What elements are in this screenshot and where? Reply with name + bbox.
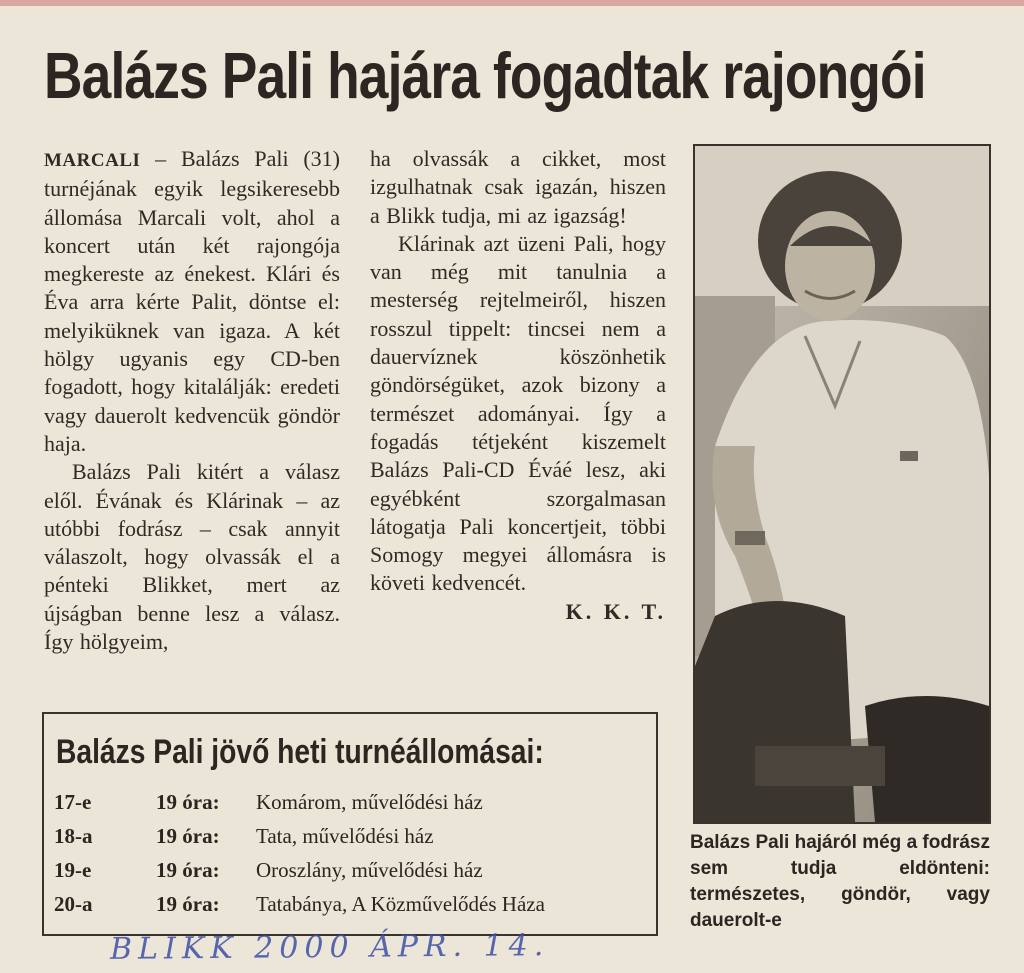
article-paragraph-1 — [44, 145, 340, 458]
schedule-date: 18-a — [54, 824, 93, 848]
schedule-title: Balázs Pali jövő heti turnéállomásai: — [56, 733, 544, 771]
schedule-place: Oroszlány, művelődési ház — [256, 858, 483, 882]
schedule-date: 17-e — [54, 790, 92, 814]
handwritten-note: BLIKK 2000 ÁPR. 14. — [109, 928, 550, 967]
schedule-time: 19 óra: — [156, 892, 220, 916]
schedule-row — [54, 785, 654, 819]
schedule-date: 20-a — [54, 892, 93, 916]
article-photo — [693, 144, 991, 824]
top-rule — [0, 0, 1024, 6]
photo-caption: Balázs Pali hajáról még a fodrász sem tudja eldönteni: természetes, göndör, vagy dauerolt-e — [690, 832, 990, 931]
schedule-time: 19 óra: — [156, 858, 220, 882]
schedule-row — [54, 853, 654, 887]
schedule-row — [54, 887, 654, 921]
schedule-row — [54, 819, 654, 853]
schedule-place: Tatabánya, A Közművelődés Háza — [256, 892, 545, 916]
schedule-place: Tata, művelődési ház — [256, 824, 434, 848]
schedule-time: 19 óra: — [156, 790, 220, 814]
article-paragraph-4: Klárinak azt üzeni Pali, hogy van még mit tanulnia a mesterség rejtelmeiről, hiszen rosszul tippelt: tincsei nem a dauervíznek köszönhetik göndörségüket, azok bizony a természet adományai. Így a fogadás tétjeként kiszemelt Balázs Pali-CD Éváé lesz, aki egyébként szorgalmasan látogatja Pali koncertjeit, többi Somogy megyei állomásra is követi kedvencét. — [370, 230, 666, 596]
headline: Balázs Pali hajára fogadtak rajongói — [44, 40, 926, 113]
dateline: MARCALI — [44, 150, 141, 171]
article-column-2 — [370, 145, 666, 626]
article-paragraph-2: Balázs Pali kitért a válasz elől. Évának és Klárinak – az utóbbi fodrász – csak annyit válaszolt, hogy olvassák el a pénteki Blikket, mert az újságban benne lesz a válasz. Így hölgyeim, — [44, 459, 340, 655]
article-column-1 — [44, 145, 340, 656]
schedule-date: 19-e — [54, 858, 92, 882]
man-portrait-photo — [695, 146, 989, 822]
tour-schedule-box — [42, 712, 658, 936]
schedule-time: 19 óra: — [156, 824, 220, 848]
schedule-place: Komárom, művelődési ház — [256, 790, 483, 814]
author-signature: K. K. T. — [565, 598, 666, 624]
article-paragraph-3: ha olvassák a cikket, most izgulhatnak csak igazán, hiszen a Blikk tudja, mi az igazság! — [370, 146, 666, 228]
paragraph-1-text: – Balázs Pali (31) turnéjának egyik legsikeresebb állomása Marcali volt, ahol a koncert után két rajongója megkereste az énekest. Klári és Éva arra kérte Palit, döntse el: melyiküknek van igaza. A két hölgy ugyanis egy CD-ben fogadott, hogy kitalálják: eredeti vagy dauerolt kedvencük göndör haja. — [44, 146, 340, 456]
